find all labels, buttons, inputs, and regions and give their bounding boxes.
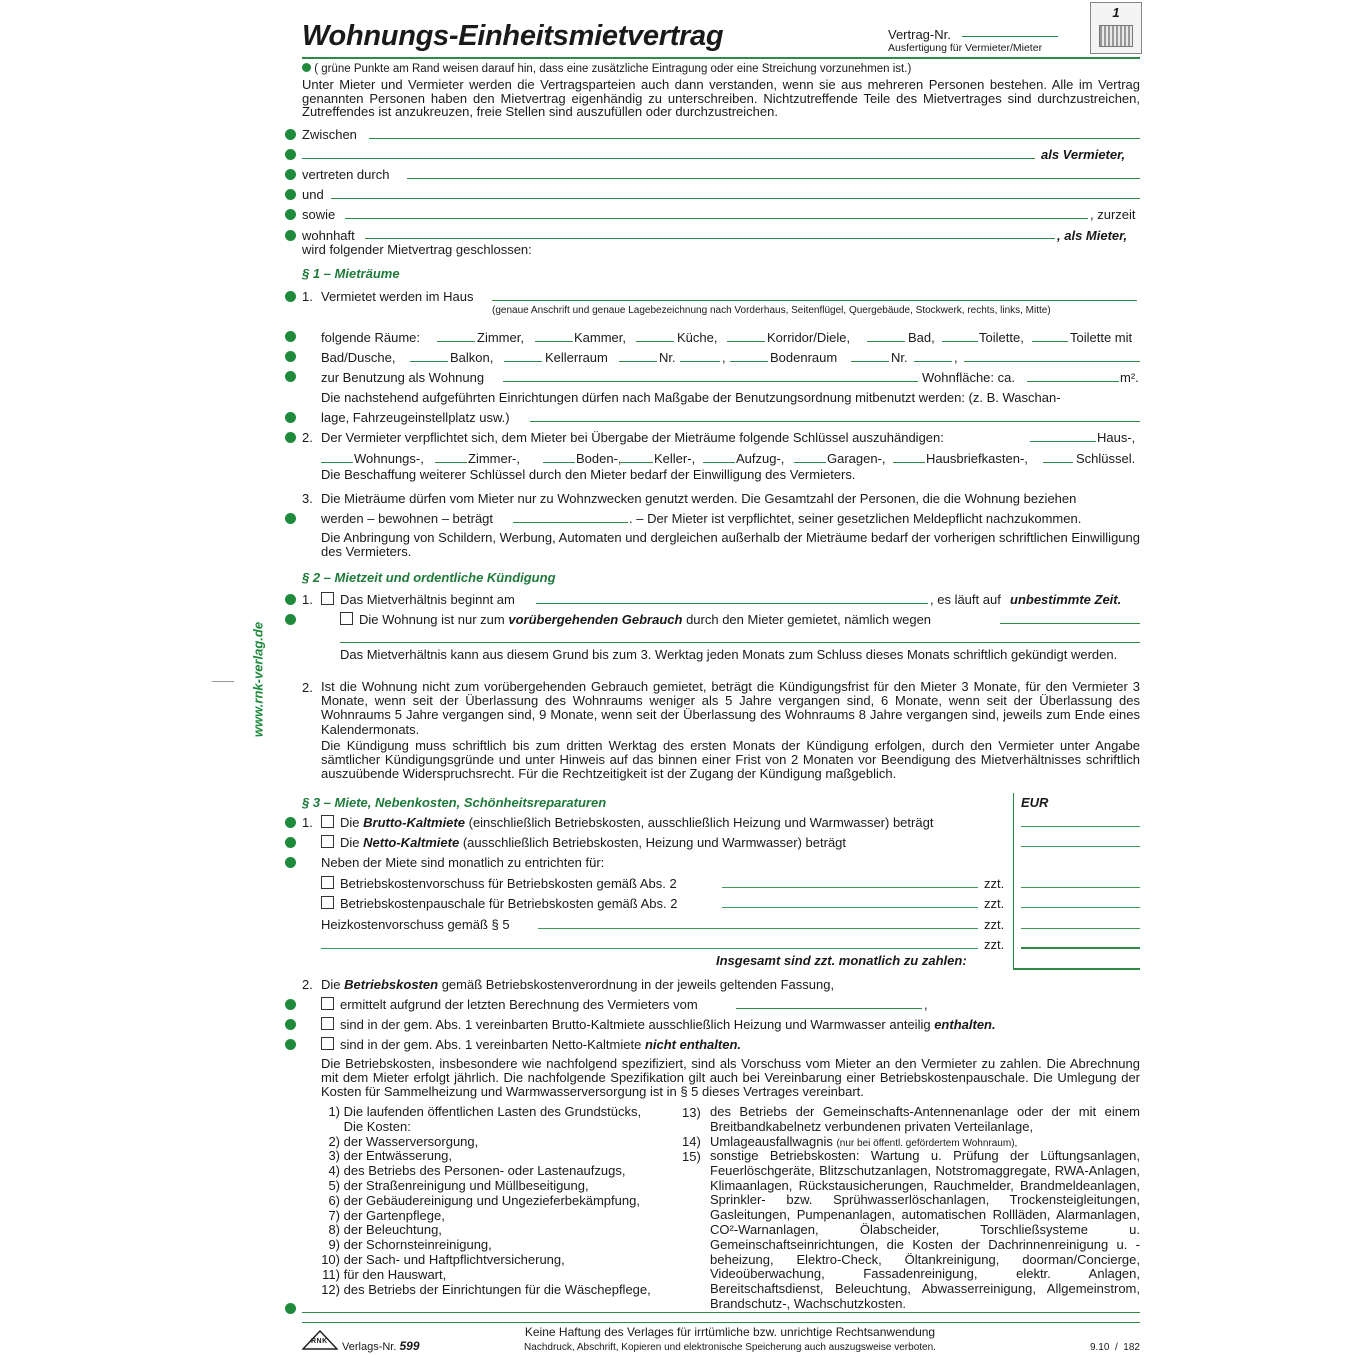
use-label: zur Benutzung als Wohnung — [321, 370, 485, 385]
item15-text: sonstige Betriebskosten: Wartung u. Prüfung der Lüftungsanlagen, Feuerlöschgeräte, Blitzschutzanlagen, Notstromaggregate, RWA-Anlagen, Klimaanlagen, Rückstausicherungen, Rauchmelder, Brandmeldeanlagen, Sprinkler- bzw. Sprühwasserlöschanlagen, Trockensteigleitungen, Gasleitungen, Pumpenanlagen, automatischen Rollläden, Alarmanlagen, CO²-Warnanlagen, Ölabscheider, Torschließsysteme u. Gemeinschaftseinrichtungen, die Kosten der Dachrinnenreinigung u. -beheizung, Elektro-Check, Öltankreinigung, doorman/Concierge, Videoüberwachung, Fassadenreinigung, elektr. Anlagen, Bereitschaftsdienst, Beleuchtung, Abwasserreinigung, Allgemeinstrom, Brandschutz-, Wachschutzkosten. — [710, 1148, 1140, 1311]
unlimited-label: unbestimmte Zeit. — [1010, 592, 1122, 607]
residing-label: wohnhaft — [302, 228, 355, 243]
toilette-mit-count-field[interactable] — [1032, 341, 1068, 342]
s1-p1-text: Vermietet werden im Haus — [321, 289, 474, 304]
kueche-count-field[interactable] — [636, 341, 674, 342]
item13-text: des Betriebs der Gemeinschafts-Antennenanlage oder der mit einem Breitbandkabelnetz verbundenen privaten Verteilanlage, — [710, 1104, 1140, 1134]
start-date-field[interactable] — [536, 603, 928, 604]
footer-disclaimer: Keine Haftung des Verlages für irrtümliche bzw. unrichtige Rechtsanwendung — [524, 1325, 936, 1339]
temp-suffix: durch den Mieter gemietet, nämlich wegen — [686, 612, 932, 627]
bad-label: Bad, — [908, 330, 935, 345]
green-dot-icon — [285, 230, 296, 241]
s2-p1-num: 1. — [302, 592, 313, 607]
temp-note: Das Mietverhältnis kann aus diesem Grund bis zum 3. Werktag jeden Monats zum Schluss dieses Monats schriftlich gekündigt werden. — [340, 647, 1118, 662]
opt2-row: sind in der gem. Abs. 1 vereinbarten Brutto-Kaltmiete ausschließlich Heizung und Warmwasser anteilig enthalten. — [321, 1017, 996, 1032]
bk-vorschuss-row: Betriebskostenvorschuss für Betriebskosten gemäß Abs. 2 — [321, 876, 677, 891]
list-item: 1) Die laufenden öffentlichen Lasten des Grundstücks, — [328, 1104, 642, 1119]
temp-reason-field-2[interactable] — [340, 642, 1140, 643]
bk-pauschale-amount[interactable] — [1021, 907, 1140, 908]
footer-rule — [302, 1322, 1140, 1323]
s3-p2-row: Die Betriebskosten gemäß Betriebskostenverordnung in der jeweils geltenden Fassung, — [321, 977, 835, 992]
item13-num: 13) — [682, 1105, 701, 1120]
s1-p2-text: Der Vermieter verpflichtet sich, dem Mieter bei Übergabe der Mieträume folgende Schlüssel auszuhändigen: — [321, 430, 944, 445]
green-dot-icon — [285, 817, 296, 828]
section-3-title: § 3 – Miete, Nebenkosten, Schönheitsreparaturen — [302, 795, 607, 810]
s2-p2-text: Ist die Wohnung nicht zum vorübergehenden Gebrauch gemietet, beträgt die Kündigungsfrist für den Mieter 3 Monate, für den Vermieter 3 Monate, wenn seit der Überlassung des Wohnraums weniger als 5 Jahre vergangen sind, 6 Monate, wenn seit der Überlassung des Wohnraums 5 Jahre vergangen sind, 9 Monate, wenn seit der Überlassung des Wohnraums 8 Jahre vergangen sind, jeweils zum Ende eines Kalendermonats. — [321, 679, 1140, 737]
temp-bold: vorübergehenden Gebrauch — [508, 612, 683, 627]
list-item: 10) der Sach- und Haftpflichtversicherung, — [321, 1251, 565, 1267]
key-zimmer-label: Zimmer-, — [468, 451, 520, 466]
green-dot-icon — [285, 291, 296, 302]
total-amount-rule[interactable] — [1013, 968, 1140, 970]
s2-p2-text-b: Die Kündigung muss schriftlich bis zum dritten Werktag des ersten Monats der Kündigung erfolgen, durch den Vermieter unter Angabe sämtlicher Kündigungsgründe und unter Hinweis auf das binnen einer Frist von 2 Monaten vor Beendigung des Mietverhältnisses schriftlich auszuübende Widerspruchsrecht. Für die Rechtzeitigkeit ist der Zugang der Kündigung maßgeblich. — [321, 738, 1140, 782]
s1-p3-text-2a: werden – bewohnen – beträgt — [321, 511, 494, 526]
other-cost-amount[interactable] — [1021, 947, 1140, 949]
facilities-field[interactable] — [530, 421, 1140, 422]
brutto-row: Die Brutto-Kaltmiete (einschließlich Betriebskosten, ausschließlich Heizung und Warmwasser) beträgt — [321, 815, 933, 830]
bk-pauschale-checkbox[interactable] — [321, 896, 334, 909]
list-item: 5) der Straßenreinigung und Müllbeseitigung, — [328, 1177, 589, 1193]
list-item: 3) der Entwässerung, — [328, 1148, 453, 1164]
brutto-amount-field[interactable] — [1021, 826, 1140, 827]
green-dot-icon — [285, 412, 296, 423]
footer-version: 9.10 / 182 — [1089, 1342, 1140, 1353]
netto-checkbox[interactable] — [321, 835, 334, 848]
bk-vorschuss-field[interactable] — [722, 887, 978, 888]
tenant-field-2[interactable] — [345, 218, 1088, 219]
temp-prefix: Die Wohnung ist nur zum — [359, 612, 505, 627]
publisher-website: www.rnk-verlag.de — [250, 621, 266, 738]
bk-pauschale-row: Betriebskostenpauschale für Betriebskosten gemäß Abs. 2 — [321, 896, 677, 911]
green-dot-icon — [285, 189, 296, 200]
between-label: Zwischen — [302, 127, 357, 142]
korridor-label: Korridor/Diele, — [767, 330, 851, 345]
house-address-field[interactable] — [492, 300, 1137, 301]
key-aufzug-field[interactable] — [703, 462, 735, 463]
section-1-title: § 1 – Mieträume — [302, 266, 400, 281]
area-label: Wohnfläche: ca. — [922, 370, 1015, 385]
key-garagen-label: Garagen-, — [827, 451, 886, 466]
temp-row — [340, 612, 931, 627]
item15-num: 15) — [682, 1149, 701, 1164]
toilette-count-field[interactable] — [942, 341, 978, 342]
bk-pauschale-field[interactable] — [722, 907, 978, 908]
green-dot-icon — [285, 857, 296, 868]
contract-no-label: Vertrag-Nr. — [888, 27, 951, 42]
s3-p1-num: 1. — [302, 815, 313, 830]
key-wohnung-field[interactable] — [321, 462, 353, 463]
kellerraum-qty-field[interactable] — [619, 361, 657, 362]
bad-dusche-label: Bad/Dusche, — [321, 350, 396, 365]
kellerraum-nr-field[interactable] — [680, 361, 720, 362]
list-item: 8) der Beleuchtung, — [328, 1222, 442, 1238]
brutto-checkbox[interactable] — [321, 815, 334, 828]
opt2-checkbox[interactable] — [321, 1017, 334, 1030]
netto-row: Die Netto-Kaltmiete (ausschließlich Betriebskosten, Heizung und Warmwasser) beträgt — [321, 835, 846, 850]
temp-reason-field[interactable] — [1000, 623, 1140, 624]
toilette-mit-label: Toilette mit — [1070, 330, 1133, 345]
kammer-label: Kammer, — [574, 330, 627, 345]
header-rule — [302, 57, 1140, 59]
house-address-hint: (genaue Anschrift und genaue Lagebezeichnung nach Vorderhaus, Seitenflügel, Quergebäude, Stockwerk, rechts, links, Mitte) — [492, 305, 1051, 316]
zimmer-count-field[interactable] — [437, 341, 475, 342]
fold-mark — [212, 681, 234, 682]
green-dot-icon — [285, 432, 296, 443]
start-row — [321, 592, 515, 607]
bad-count-field[interactable] — [867, 341, 905, 342]
key-boden-field[interactable] — [543, 462, 575, 463]
publisher-logo — [302, 1330, 338, 1350]
brutto-bold: Brutto-Kaltmiete — [363, 815, 465, 830]
list-item: 11) für den Hauswart, — [322, 1266, 447, 1282]
intro-paragraph: Unter Mieter und Vermieter werden die Vertragsparteien auch dann verstanden, wenn sie aus mehreren Personen bestehen. Alle im Vertrag genannten Personen haben den Mietvertrag eigenhändig zu unterschreiben. Nichtzutreffende Teile des Mietvertrages sind durchzustreichen, Zutreffendes ist anzukreuzen, freie Stellen sind auszufüllen oder durchzustreichen. — [302, 77, 1140, 119]
bodenraum-nr-field[interactable] — [914, 361, 952, 362]
key-keller-label: Keller-, — [654, 451, 696, 466]
green-dot-icon — [285, 169, 296, 180]
green-dot-icon — [285, 1039, 296, 1050]
heiz-amount[interactable] — [1021, 928, 1140, 929]
item14-num: 14) — [682, 1134, 701, 1149]
opt3-row: sind in der gem. Abs. 1 vereinbarten Netto-Kaltmiete nicht enthalten. — [321, 1037, 741, 1052]
heiz-field[interactable] — [538, 928, 978, 929]
area-field[interactable] — [1027, 381, 1119, 382]
s3-p2-num: 2. — [302, 977, 313, 992]
extra-room-field[interactable] — [964, 361, 1140, 362]
kellerraum-nr-label: Nr. — [659, 350, 676, 365]
landlord-field[interactable] — [302, 158, 1035, 159]
contract-no-field[interactable] — [962, 36, 1058, 37]
green-dot-icon — [285, 999, 296, 1010]
opt1-row: ermittelt aufgrund der letzten Berechnung des Vermieters vom — [321, 997, 698, 1012]
zzt-4: zzt. — [984, 937, 1005, 952]
publisher-no: Verlags-Nr. 599 — [342, 1339, 420, 1353]
key-other-field[interactable] — [1043, 462, 1073, 463]
and-label: und — [302, 187, 324, 202]
page-title: Wohnungs-Einheitsmietvertrag — [302, 20, 724, 52]
s1-p3-text-3: Die Anbringung von Schildern, Werbung, Automaten und dergleichen außerhalb der Mieträume bedarf der vorherigen schriftlichen Einwilligung des Vermieters. — [321, 530, 1140, 559]
facilities-text-1: Die nachstehend aufgeführten Einrichtungen dürfen nach Maßgabe der Benutzungsordnung mitbenutzt werden: (z. B. Waschan- — [321, 390, 1061, 405]
green-dot-icon — [302, 63, 311, 72]
s2-p2-num: 2. — [302, 680, 313, 695]
green-dot-icon — [285, 331, 296, 342]
comma-1: , — [722, 350, 726, 365]
area-unit: m². — [1120, 370, 1139, 385]
bk-vorschuss-amount[interactable] — [1021, 887, 1140, 888]
s1-p3-text-2b: . – Der Mieter ist verpflichtet, seiner gesetzlichen Meldepflicht nachzukommen. — [629, 511, 1082, 526]
key-garagen-field[interactable] — [794, 462, 826, 463]
bodenraum-label: Bodenraum — [770, 350, 838, 365]
toilette-label: Toilette, — [979, 330, 1024, 345]
bk-vorschuss-checkbox[interactable] — [321, 876, 334, 889]
as-well-as-label: sowie — [302, 207, 336, 222]
unlimited-prefix: , es läuft auf — [930, 592, 1001, 607]
currently-label: , zurzeit — [1090, 207, 1136, 222]
s1-p1-num: 1. — [302, 289, 313, 304]
key-wohnung-label: Wohnungs-, — [354, 451, 424, 466]
zzt-1: zzt. — [984, 876, 1005, 891]
heiz-label: Heizkostenvorschuss gemäß § 5 — [321, 917, 510, 932]
s1-p3-num: 3. — [302, 491, 313, 506]
persons-field[interactable] — [513, 522, 628, 523]
residing-field[interactable] — [365, 238, 1055, 239]
green-dot-icon — [285, 129, 296, 140]
green-dot-icon — [285, 513, 296, 524]
green-dot-icon — [285, 1019, 296, 1030]
key-briefkasten-label: Hausbriefkasten-, — [926, 451, 1028, 466]
cost-list-left — [310, 1105, 675, 1297]
amount-column-divider — [1013, 793, 1014, 969]
kellerraum-count-field[interactable] — [504, 361, 542, 362]
green-dot-icon — [285, 614, 296, 625]
use-field[interactable] — [503, 381, 918, 382]
opt1-end: , — [924, 997, 928, 1012]
unlimited-checkbox[interactable] — [321, 592, 334, 605]
represented-by-label: vertreten durch — [302, 167, 390, 182]
keys-note: Die Beschaffung weiterer Schlüssel durch den Mieter bedarf der Einwilligung des Vermieters. — [321, 467, 856, 482]
spec-text: Die Betriebskosten, insbesondere wie nachfolgend spezifiziert, sind als Vorschuss vom Mieter an den Vermieter zu zahlen. Die Abrechnung mit dem Mieter erfolgt jährlich. Die nachfolgende Spezifikation gilt auch bei Vereinbarung einer Betriebskostenpauschale. Die Umlegung der Kosten für Sammelheizung und Warmwasserversorgung ist in § 5 dieses Vertrages vereinbart. — [321, 1056, 1140, 1100]
copy-label: Ausfertigung für Vermieter/Mieter — [888, 42, 1043, 54]
key-zimmer-field[interactable] — [435, 462, 467, 463]
korridor-count-field[interactable] — [727, 341, 765, 342]
key-keller-field[interactable] — [621, 462, 653, 463]
logo-text: RNK — [311, 1338, 328, 1345]
comma-2: , — [954, 350, 958, 365]
s1-p2-num: 2. — [302, 430, 313, 445]
as-landlord-label: als Vermieter, — [1041, 147, 1126, 162]
list-item: 9) der Schornsteinreinigung, — [328, 1237, 492, 1253]
list-item: 7) der Gartenpflege, — [328, 1207, 445, 1223]
netto-bold: Netto-Kaltmiete — [363, 835, 460, 850]
key-schluessel-label: Schlüssel. — [1076, 451, 1136, 466]
bodenraum-qty-field[interactable] — [851, 361, 889, 362]
tenant-field-1[interactable] — [331, 198, 1140, 199]
page-number: 1 — [1112, 5, 1120, 20]
bodenraum-nr-label: Nr. — [891, 350, 908, 365]
item14-row: Umlageausfallwagnis (nur bei öffentl. gefördertem Wohnraum), — [710, 1134, 1018, 1149]
concluded-text: wird folgender Mietvertrag geschlossen: — [302, 242, 532, 257]
green-dot-icon — [285, 837, 296, 848]
green-dot-icon — [285, 371, 296, 382]
zzt-2: zzt. — [984, 896, 1005, 911]
netto-amount-field[interactable] — [1021, 846, 1140, 847]
opt1-date-field[interactable] — [736, 1008, 922, 1009]
key-haus-field[interactable] — [1030, 441, 1096, 442]
bodenraum-count-field[interactable] — [730, 361, 768, 362]
kammer-count-field[interactable] — [535, 341, 573, 342]
opt3-checkbox[interactable] — [321, 1037, 334, 1050]
s1-p3-text-1: Die Mieträume dürfen vom Mieter nur zu Wohnzwecken genutzt werden. Die Gesamtzahl der Personen, die die Wohnung beziehen — [321, 491, 1077, 506]
key-haus-label: Haus-, — [1097, 430, 1136, 445]
list-item: Die Kosten: — [343, 1118, 411, 1134]
as-tenant-label: , als Mieter, — [1057, 228, 1128, 243]
list-item: 12) des Betriebs der Einrichtungen für die Wäschepflege, — [321, 1281, 651, 1297]
currency-label: EUR — [1021, 795, 1049, 810]
other-cost-field[interactable] — [321, 948, 978, 949]
temporary-use-checkbox[interactable] — [340, 612, 353, 625]
kueche-label: Küche, — [677, 330, 718, 345]
betriebskosten-bold: Betriebskosten — [344, 977, 439, 992]
zzt-3: zzt. — [984, 917, 1005, 932]
zimmer-label: Zimmer, — [477, 330, 524, 345]
additional-costs-field[interactable] — [302, 1312, 1140, 1313]
monthly-label: Neben der Miete sind monatlich zu entrichten für: — [321, 855, 605, 870]
footer-copyright: Nachdruck, Abschrift, Kopieren und elektronische Speicherung auch auszugsweise verboten. — [524, 1342, 936, 1353]
key-aufzug-label: Aufzug-, — [736, 451, 785, 466]
key-boden-label: Boden-, — [576, 451, 622, 466]
green-dot-hint: ( grüne Punkte am Rand weisen darauf hin, dass eine zusätzliche Eintragung oder eine Streichung vorzunehmen ist.) — [302, 62, 911, 77]
page-badge — [1090, 2, 1142, 54]
balkon-count-field[interactable] — [410, 361, 448, 362]
start-label: Das Mietverhältnis beginnt am — [340, 592, 515, 607]
list-item: 6) der Gebäudereinigung und Ungezieferbekämpfung, — [328, 1192, 640, 1208]
facilities-text-2: lage, Fahrzeugeinstellplatz usw.) — [321, 410, 510, 425]
total-label: Insgesamt sind zzt. monatlich zu zahlen: — [716, 953, 967, 968]
typewriter-icon — [1099, 25, 1133, 47]
balkon-label: Balkon, — [450, 350, 494, 365]
list-item: 4) des Betriebs des Personen- oder Lastenaufzugs, — [328, 1163, 626, 1179]
opt1-checkbox[interactable] — [321, 997, 334, 1010]
green-dot-icon — [285, 594, 296, 605]
represented-by-field[interactable] — [407, 178, 1140, 179]
green-dot-icon — [285, 209, 296, 220]
green-dot-icon — [285, 1303, 296, 1314]
section-2-title: § 2 – Mietzeit und ordentliche Kündigung — [302, 570, 556, 585]
kellerraum-label: Kellerraum — [545, 350, 608, 365]
between-field[interactable] — [369, 138, 1140, 139]
list-item: 2) der Wasserversorgung, — [328, 1133, 479, 1149]
green-dot-icon — [285, 149, 296, 160]
green-dot-icon — [285, 351, 296, 362]
key-briefkasten-field[interactable] — [893, 462, 925, 463]
rooms-label: folgende Räume: — [321, 330, 421, 345]
